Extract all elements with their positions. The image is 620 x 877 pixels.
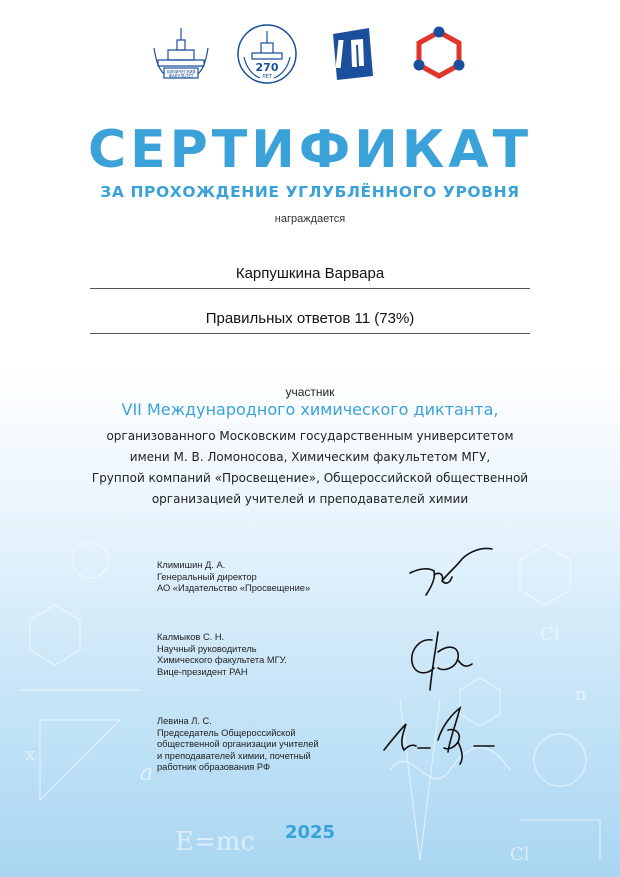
svg-text:ЛЕТ: ЛЕТ <box>262 74 272 80</box>
svg-text:x: x <box>25 744 36 765</box>
signature-2-icon <box>412 632 472 690</box>
signer-position: Научный руководитель <box>157 643 257 654</box>
signer-block-1 <box>157 560 367 595</box>
svg-text:270: 270 <box>255 61 279 74</box>
msu-270-years-emblem-icon <box>235 22 299 86</box>
signer-block-2 <box>157 632 367 678</box>
teachers-organization-logo-icon <box>407 22 471 86</box>
svg-text:E=mc: E=mc <box>175 827 255 857</box>
svg-text:n: n <box>575 684 587 705</box>
signer-name: Левина Л. С. <box>157 716 212 726</box>
event-title: VII Международного химического диктанта, <box>121 400 499 419</box>
description-line: организацией учителей и преподавателей химии <box>151 492 469 506</box>
event-description <box>60 426 560 510</box>
svg-text:ХИМИЧЕСКИЙ: ХИМИЧЕСКИЙ <box>166 69 196 75</box>
certificate-subtitle: ЗА ПРОХОЖДЕНИЕ УГЛУБЛЁННОГО УРОВНЯ <box>100 183 520 201</box>
signer-position: АО «Издательство «Просвещение» <box>157 583 311 594</box>
signer-position: Химического факультета МГУ. <box>157 655 287 666</box>
participant-label: участник <box>285 385 335 399</box>
certificate-title: СЕРТИФИКАТ <box>87 120 533 180</box>
signer-name: Климишин Д. А. <box>157 560 226 570</box>
description-line: организованного Московским государственным университетом <box>106 429 514 443</box>
svg-text:ФАКУЛЬТЕТ: ФАКУЛЬТЕТ <box>168 73 194 79</box>
signer-position: Вице-президент РАН <box>157 666 248 677</box>
signature-1-icon <box>400 545 500 605</box>
svg-text:Cl: Cl <box>540 624 560 645</box>
certificate-year: 2025 <box>284 822 336 843</box>
awarded-label: награждается <box>274 213 346 225</box>
signature-3-icon <box>384 708 494 764</box>
signer-position: Генеральный директор <box>157 571 257 582</box>
signer-position: Председатель Общероссийской <box>157 727 296 738</box>
description-line: Группой компаний «Просвещение», Общероссийской общественной <box>91 471 529 485</box>
signer-position: и преподавателей химии, почетный <box>157 750 311 761</box>
svg-text:a: a <box>140 761 154 786</box>
prosveshchenie-logo-icon <box>321 22 385 86</box>
signer-name: Калмыков С. Н. <box>157 632 225 642</box>
description-line: имени М. В. Ломоносова, Химическим факультетом МГУ, <box>129 450 491 464</box>
recipient-name: Карпушкина Варвара <box>90 265 530 289</box>
signer-block-3 <box>157 716 367 774</box>
logo-row <box>0 22 620 86</box>
svg-text:Cl: Cl <box>510 844 530 865</box>
score-result: Правильных ответов 11 (73%) <box>90 310 530 334</box>
signer-position: общественной организации учителей <box>157 739 319 750</box>
signer-position: работник образования РФ <box>157 762 271 773</box>
msu-chem-faculty-emblem-icon <box>149 22 213 86</box>
